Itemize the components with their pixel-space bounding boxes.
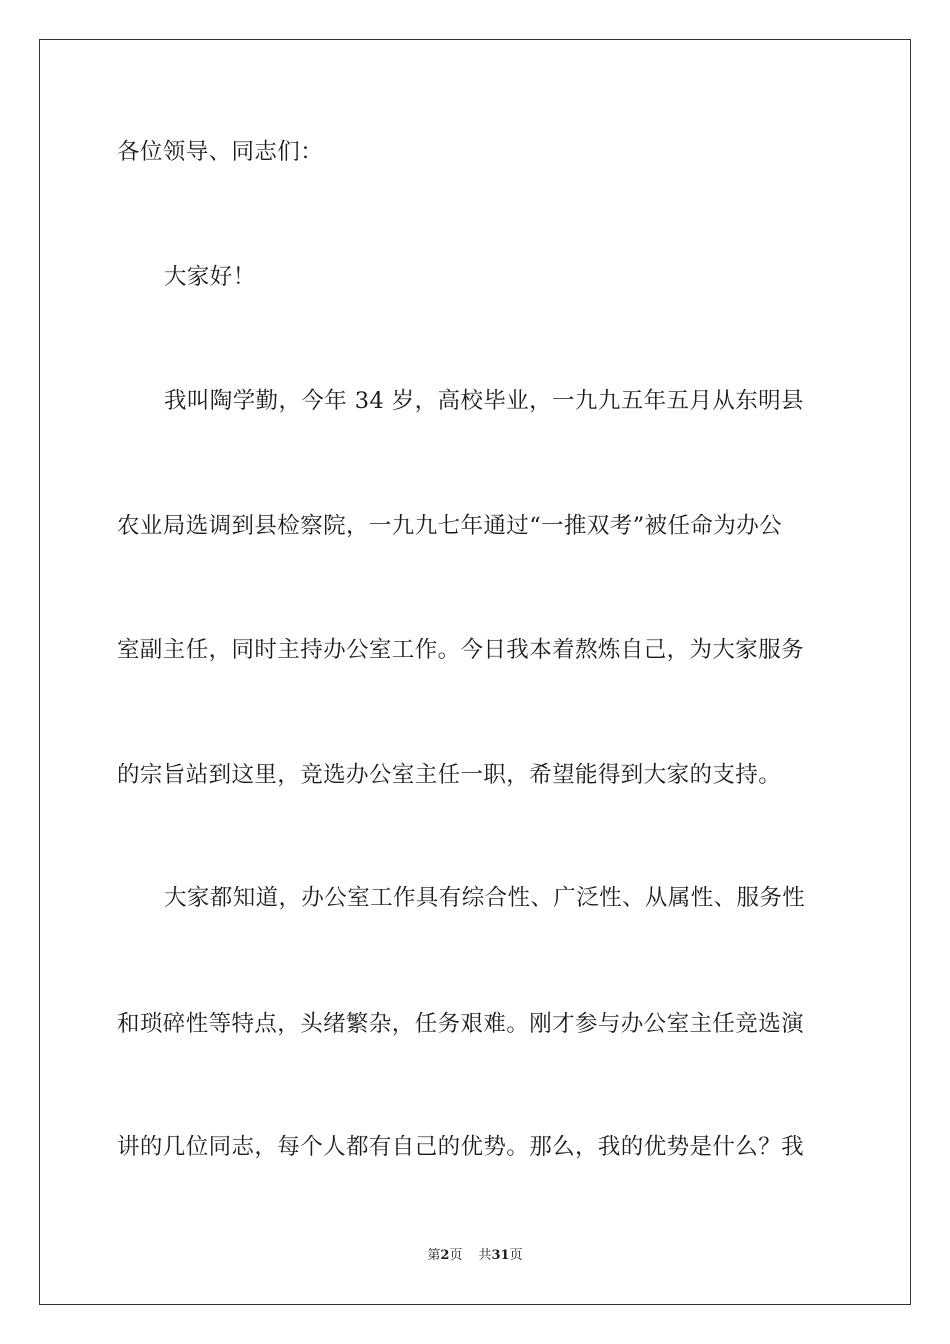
body-line: 我叫陶学勤，今年 34 岁，高校毕业，一九九五年五月从东明县 <box>164 388 804 414</box>
body-line: 讲的几位同志，每个人都有自己的优势。那么，我的优势是什么？我 <box>117 1134 805 1160</box>
total-prefix: 共 <box>478 1248 492 1263</box>
greeting-line: 大家好！ <box>164 264 256 290</box>
page-suffix: 页 <box>449 1248 463 1263</box>
page-frame <box>39 39 911 1305</box>
body-line: 和琐碎性等特点，头绪繁杂，任务艰难。刚才参与办公室主任竞选演 <box>117 1011 805 1037</box>
body-line: 大家都知道，办公室工作具有综合性、广泛性、从属性、服务性 <box>164 885 806 911</box>
salutation-line: 各位领导、同志们： <box>117 139 324 165</box>
total-suffix: 页 <box>509 1248 523 1263</box>
page-footer <box>0 1248 950 1264</box>
total-pages: 31 <box>491 1248 510 1263</box>
body-line: 的宗旨站到这里，竞选办公室主任一职，希望能得到大家的支持。 <box>117 762 782 788</box>
body-line: 室副主任，同时主持办公室工作。今日我本着熬炼自己，为大家服务 <box>117 637 805 663</box>
page-number: 2 <box>440 1248 450 1263</box>
page-prefix: 第 <box>427 1248 441 1263</box>
body-line: 农业局选调到县检察院，一九九七年通过“一推双考”被任命为办公 <box>117 513 783 539</box>
